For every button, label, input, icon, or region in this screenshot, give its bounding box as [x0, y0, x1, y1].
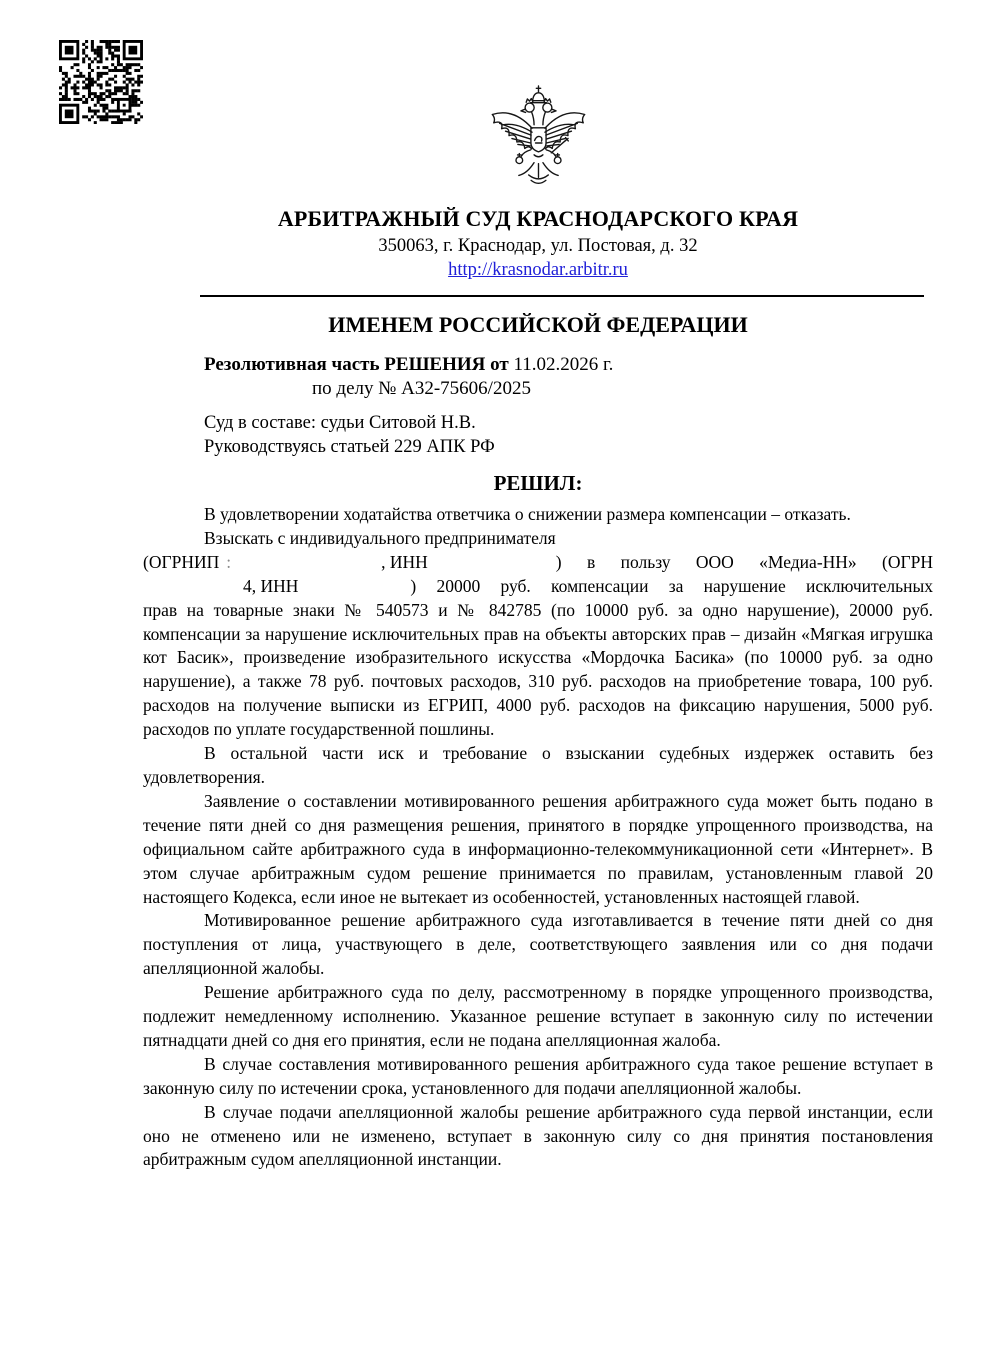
qr-code — [59, 40, 143, 124]
coat-of-arms-icon — [483, 84, 593, 202]
paragraph-legal-force-motivated: В случае составления мотивированного решения арбитражного суда такое решение вступает в законную силу по истечении срока, установленного для подачи апелляционной жалобы. — [143, 1053, 933, 1098]
ogrn-remnant-inn-label: 4, ИНН — [243, 575, 299, 596]
redacted-ogrn-inn-line — [143, 575, 933, 599]
resolution-part-label: Резолютивная часть РЕШЕНИЯ от — [204, 354, 509, 375]
decision-body — [143, 503, 933, 1172]
paragraph-immediate-execution: Решение арбитражного суда по делу, рассмотренному в порядке упрощенного производства, подлежит немедленному исполнению. Указанное решение вступает в законную силу по истечении пятнадцати дней со дня его принятия, если не подана апелляционная жалоба. — [143, 982, 933, 1050]
paragraph-motivated-decision-terms: Мотивированное решение арбитражного суда изготавливается в течение пяти дней со дня поступления от лица, участвующего в деле, соответствующего заявления или со дня подачи апелляционной жалобы. — [143, 910, 933, 979]
court-website-line — [143, 259, 933, 281]
paragraph-appeal-effect: В случае подачи апелляционной жалобы решение арбитражного суда первой инстанции, если оно не отменено или не изменено, вступает в законную силу со дня принятия постановления арбитражным судом апелляционной инстанции. — [143, 1101, 933, 1170]
compensation-amount-text: ) 20000 руб. компенсации за нарушение исключительных — [410, 575, 933, 596]
inn-label: , ИНН — [381, 551, 428, 572]
paragraph-motivated-decision-request: Заявление о составлении мотивированного решения арбитражного суда может быть подано в течение пяти дней со дня размещения решения, принятого в порядке упрощенного производства, на официальном сайте арбитражного суда в информационно-телекоммуникационной сети «Интернет». В этом случае арбитражным судом решение принимается по правилам, установленным главой 20 настоящего Кодекса, если иное не вытекает из особенностей, установленных настоящей главой. — [143, 790, 933, 907]
redacted-ogrnip-inn-line — [143, 551, 933, 575]
document-content — [143, 0, 933, 1172]
court-name: АРБИТРАЖНЫЙ СУД КРАСНОДАРСКОГО КРАЯ — [277, 206, 799, 231]
paragraph-recovery-continuation: прав на товарные знаки № 540573 и № 842785 (по 10000 руб. за одно нарушение), 20000 руб. компенсации за нарушение исключительных прав на объекты авторских прав – дизайн «Мягкая игрушка кот Басик», произведение изобразительного искусства «Мордочка Басика» (по 10000 руб. за одно нарушение), а также 78 руб. почтовых расходов, 310 руб. расходов на приобретение товара, 100 руб. расходов на получение выписки из ЕГРИП, 4000 руб. расходов на фиксацию нарушения, 5000 руб. расходов по уплате государственной пошлины. — [143, 599, 933, 740]
redaction-remnant: : — [226, 551, 232, 572]
document-title: ИМЕНЕМ РОССИЙСКОЙ ФЕДЕРАЦИИ — [328, 312, 748, 337]
ruling-basis: Руководствуясь статьей 229 АПК РФ — [204, 437, 495, 457]
paragraph-remaining-claims: В остальной части иск и требование о взыскании судебных издержек оставить без удовлетворения. — [143, 743, 933, 787]
case-number: по делу № А32-75606/2025 — [312, 378, 531, 399]
decision-heading: РЕШИЛ: — [493, 471, 583, 495]
paragraph-compensation-refusal: В удовлетворении ходатайства ответчика о снижении размера компенсации – отказать. — [204, 504, 851, 524]
in-favor-of-text: ) в пользу ООО «Медиа-НН» (ОГРН — [555, 551, 933, 572]
court-website-link[interactable]: http://krasnodar.arbitr.ru — [448, 260, 628, 280]
court-composition: Суд в составе: судьи Ситовой Н.В. — [204, 413, 476, 433]
ogrnip-label: (ОГРНИП — [143, 551, 220, 572]
court-address: 350063, г. Краснодар, ул. Постовая, д. 32 — [378, 236, 698, 256]
header-divider — [200, 295, 924, 297]
resolution-part-line — [143, 353, 933, 376]
paragraph-recovery-first-line: Взыскать с индивидуального предпринимателя — [204, 527, 556, 548]
resolution-date: 11.02.2026 г. — [508, 354, 614, 375]
